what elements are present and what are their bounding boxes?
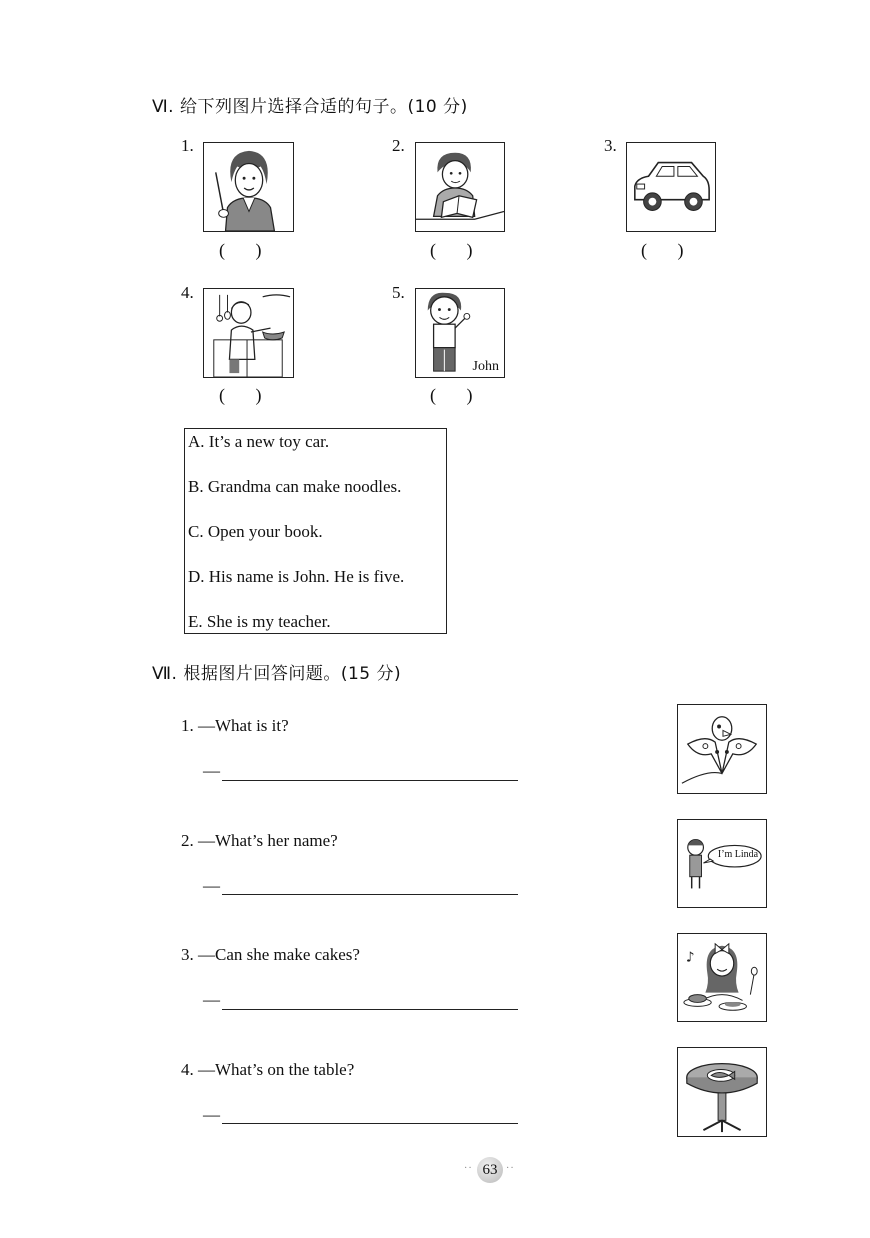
fish-on-table-picture (677, 1047, 767, 1137)
item-1-answer-paren[interactable]: ( ) (219, 240, 262, 260)
item-3-answer-paren[interactable]: ( ) (641, 240, 684, 260)
answer-2-line[interactable] (222, 894, 518, 895)
boy-john-picture (415, 288, 505, 378)
item-5-number: 5. (392, 283, 405, 302)
option-e: E. She is my teacher. (188, 612, 331, 631)
answer-4-dash: — (203, 1105, 220, 1124)
item-2-number: 2. (392, 136, 405, 155)
answer-1-line[interactable] (222, 780, 518, 781)
item-1-number: 1. (181, 136, 194, 155)
answer-2-dash: — (203, 876, 220, 895)
girl-linda-picture (677, 819, 767, 908)
option-b: B. Grandma can make noodles. (188, 477, 402, 496)
section-7-title: Ⅶ. 根据图片回答问题。(15 分) (152, 664, 402, 684)
girl-cakes-picture (677, 933, 767, 1022)
question-2: 2. —What’s her name? (181, 831, 338, 850)
question-1: 1. —What is it? (181, 716, 289, 735)
option-c: C. Open your book. (188, 522, 323, 541)
page-number-dots-right: ·· (506, 1163, 515, 1174)
item-3-number: 3. (604, 136, 617, 155)
item-2-answer-paren[interactable]: ( ) (430, 240, 473, 260)
kite-picture (677, 704, 767, 794)
answer-1-dash: — (203, 761, 220, 780)
item-4-answer-paren[interactable]: ( ) (219, 385, 262, 405)
question-4: 4. —What’s on the table? (181, 1060, 355, 1079)
options-box (184, 428, 447, 634)
question-3: 3. —Can she make cakes? (181, 945, 360, 964)
john-caption: John (472, 359, 499, 374)
answer-3-line[interactable] (222, 1009, 518, 1010)
option-a: A. It’s a new toy car. (188, 432, 330, 451)
teacher-picture (203, 142, 294, 232)
section-6-title: Ⅵ. 给下列图片选择合适的句子。(10 分) (152, 97, 468, 117)
page-number-dots-left: ·· (464, 1163, 473, 1174)
answer-3-dash: — (203, 990, 220, 1009)
linda-speech-bubble: I’m Linda (717, 849, 759, 860)
page-number: 63 (477, 1157, 503, 1183)
item-5-answer-paren[interactable]: ( ) (430, 385, 473, 405)
svg-text:♪: ♪ (685, 949, 695, 966)
toy-car-picture (626, 142, 716, 232)
answer-4-line[interactable] (222, 1123, 518, 1124)
grandma-cooking-picture (203, 288, 294, 378)
item-4-number: 4. (181, 283, 194, 302)
option-d: D. His name is John. He is five. (188, 567, 405, 586)
boy-reading-picture (415, 142, 505, 232)
